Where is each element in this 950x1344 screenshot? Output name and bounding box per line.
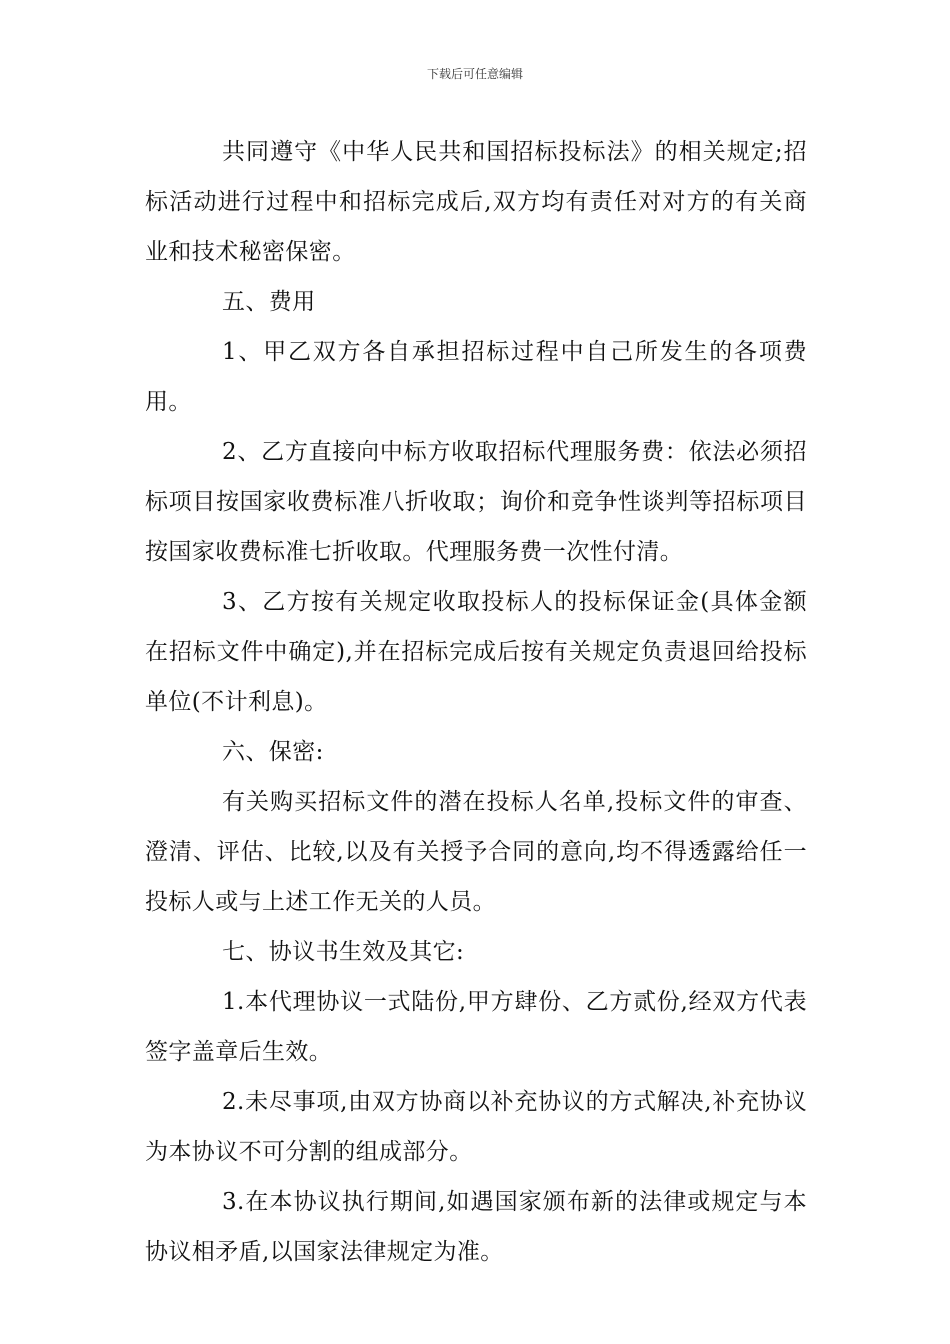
document-body [145, 127, 807, 1277]
section-heading-effectiveness: 七、协议书生效及其它: [222, 939, 465, 965]
section-heading-fees: 五、费用 [222, 289, 316, 315]
paragraph-fee-3: 3、乙方按有关规定收取投标人的投标保证金(具体金额在招标文件中确定),并在招标完成后按有关规定负责退回给投标单位(不计利息)。 [145, 589, 807, 715]
paragraph-fee-2: 2、乙方直接向中标方收取招标代理服务费：依法必须招标项目按国家收费标准八折收取；询价和竞争性谈判等招标项目按国家收费标准七折收取。代理服务费一次性付清。 [145, 439, 807, 565]
page-header-note: 下载后可任意编辑 [426, 67, 523, 81]
paragraph-effectiveness-1: 1.本代理协议一式陆份,甲方肆份、乙方贰份,经双方代表签字盖章后生效。 [145, 989, 807, 1065]
paragraph-fee-1: 1、甲乙双方各自承担招标过程中自己所发生的各项费用。 [145, 339, 807, 415]
section-heading-confidentiality: 六、保密: [222, 739, 324, 765]
paragraph-effectiveness-3: 3.在本协议执行期间,如遇国家颁布新的法律或规定与本协议相矛盾,以国家法律规定为准。 [145, 1189, 807, 1265]
paragraph-confidentiality: 有关购买招标文件的潜在投标人名单,投标文件的审查、澄清、评估、比较,以及有关授予合同的意向,均不得透露给任一投标人或与上述工作无关的人员。 [145, 789, 807, 915]
paragraph-effectiveness-2: 2.未尽事项,由双方协商以补充协议的方式解决,补充协议为本协议不可分割的组成部分。 [145, 1089, 807, 1165]
paragraph-confidentiality-obligation: 共同遵守《中华人民共和国招标投标法》的相关规定;招标活动进行过程中和招标完成后,双方均有责任对对方的有关商业和技术秘密保密。 [145, 139, 807, 265]
